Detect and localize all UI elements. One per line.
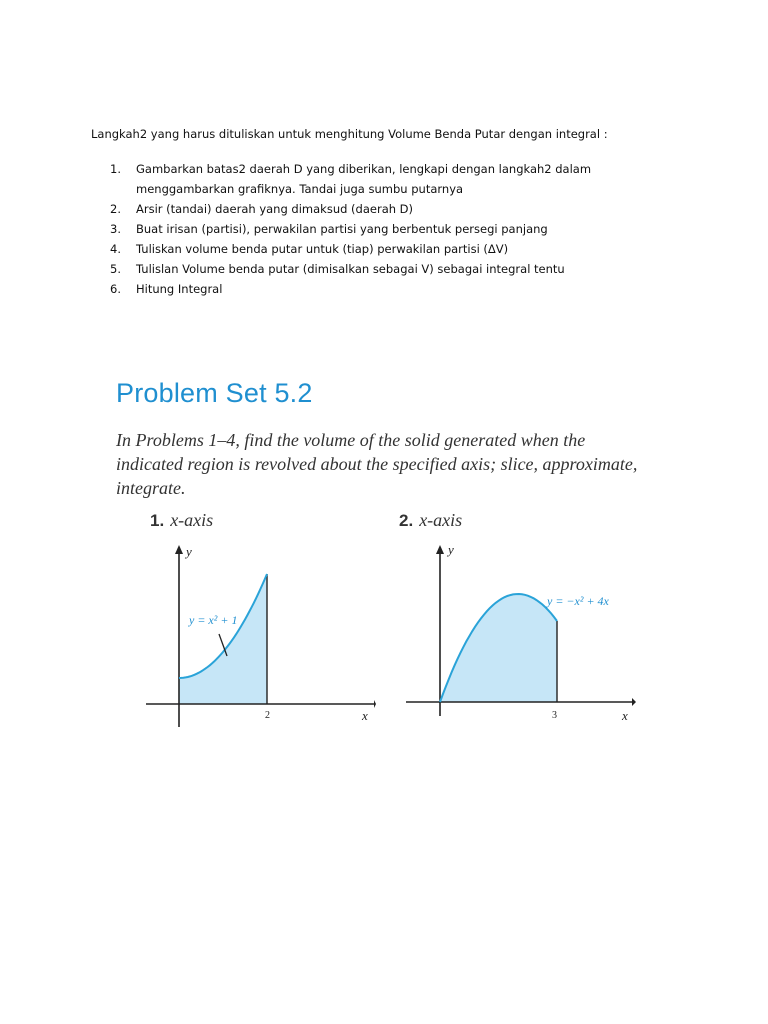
problem-2-label xyxy=(399,510,462,531)
problem-1-number: 1. xyxy=(150,511,165,530)
graph-2-y-arrow xyxy=(436,545,444,554)
list-item xyxy=(0,199,676,219)
problem-set-figure xyxy=(110,372,682,732)
step-text: Buat irisan (partisi), perwakilan partisi yang berbentuk persegi panjang xyxy=(136,222,548,236)
step-number: 2. xyxy=(110,202,121,216)
graph-1-y-label: y xyxy=(186,544,192,559)
list-item xyxy=(0,239,676,259)
graph-2-tick: 3 xyxy=(552,710,557,721)
problem-1-label xyxy=(150,510,213,531)
graph-2-y-label: y xyxy=(448,542,454,557)
graph-1-tick: 2 xyxy=(265,710,270,721)
list-item xyxy=(0,279,676,299)
intro-text: Langkah2 yang harus dituliskan untuk menghitung Volume Benda Putar dengan integral : xyxy=(91,127,608,141)
list-item xyxy=(0,259,676,279)
graph-1 xyxy=(146,542,376,732)
problem-2-number: 2. xyxy=(399,511,414,530)
graph-1-x-label: x xyxy=(362,708,368,723)
graph-1-y-arrow xyxy=(175,545,183,554)
step-text: Arsir (tandai) daerah yang dimaksud (daerah D) xyxy=(136,202,414,216)
graph-2-equation: y = −x² + 4x xyxy=(547,594,609,608)
step-text: Tuliskan volume benda putar untuk (tiap) perwakilan partisi (ΔV) xyxy=(136,242,509,256)
problem-1-axis: x-axis xyxy=(170,510,214,530)
graph-1-region xyxy=(179,574,267,704)
step-text: Hitung Integral xyxy=(136,282,223,296)
step-number: 6. xyxy=(110,282,121,296)
problem-2-axis: x-axis xyxy=(419,510,463,530)
list-item xyxy=(0,219,676,239)
graph-2 xyxy=(406,542,636,732)
graph-1-x-arrow xyxy=(374,700,376,708)
list-item xyxy=(0,159,676,199)
step-number: 4. xyxy=(110,242,121,256)
steps-list xyxy=(0,159,676,299)
problem-set-instructions: In Problems 1–4, find the volume of the solid generated when the indicated region is revolved about the specified axis; slice, approximate, integrate. xyxy=(116,430,638,498)
graph-2-region xyxy=(440,594,557,702)
problem-set-title: Problem Set 5.2 xyxy=(116,378,313,408)
step-text: Gambarkan batas2 daerah D yang diberikan, lengkapi dengan langkah2 dalam menggambarkan grafiknya. Tandai juga sumbu putarnya xyxy=(136,162,592,196)
graph-1-equation: y = x² + 1 xyxy=(189,613,238,627)
step-number: 3. xyxy=(110,222,121,236)
step-text: Tulislan Volume benda putar (dimisalkan sebagai V) sebagai integral tentu xyxy=(136,262,565,276)
step-number: 1. xyxy=(110,162,121,176)
step-number: 5. xyxy=(110,262,121,276)
graph-2-x-arrow xyxy=(632,698,636,706)
graph-2-x-label: x xyxy=(622,708,628,723)
